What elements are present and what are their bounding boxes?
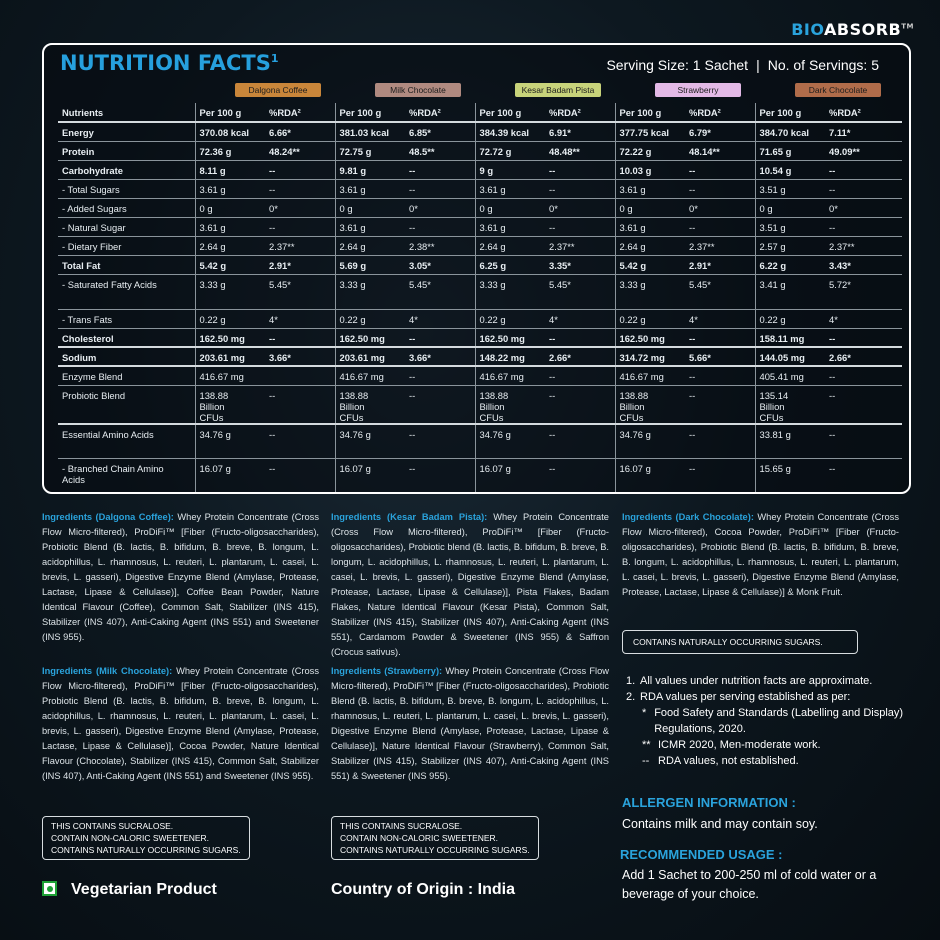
nutrient-label: Sodium	[58, 347, 195, 366]
brand-logo: BIOABSORB™	[791, 20, 914, 39]
value-per-100g: 34.76 g	[475, 424, 545, 459]
value-rda: --	[825, 328, 902, 347]
value-rda: --	[685, 385, 755, 424]
value-rda: --	[265, 424, 335, 459]
value-per-100g: 0 g	[195, 198, 265, 217]
header-rda: %RDA²	[545, 103, 615, 122]
value-per-100g: 3.33 g	[475, 274, 545, 309]
veg-mark-icon	[42, 881, 57, 896]
table-row	[58, 217, 902, 236]
value-per-100g: 6.25 g	[475, 255, 545, 274]
serving-info: Serving Size: 1 Sachet | No. of Servings: 5	[606, 57, 879, 73]
value-rda: --	[545, 160, 615, 179]
value-per-100g: 416.67 mg	[475, 366, 545, 385]
nutrition-facts-title: NUTRITION FACTS$^1$	[60, 51, 279, 75]
value-rda: --	[825, 160, 902, 179]
flavor-labels	[44, 83, 909, 99]
value-per-100g: 3.33 g	[335, 274, 405, 309]
value-per-100g: 0.22 g	[475, 309, 545, 328]
table-row	[58, 179, 902, 198]
value-rda: 3.66*	[405, 347, 475, 366]
value-per-100g: 3.61 g	[335, 179, 405, 198]
value-rda: 2.91*	[265, 255, 335, 274]
table-row	[58, 160, 902, 179]
value-rda: --	[545, 217, 615, 236]
nutrient-label: - Branched Chain Amino Acids	[62, 463, 164, 485]
value-rda: --	[405, 328, 475, 347]
value-per-100g: 16.07 g	[475, 459, 545, 494]
value-per-100g: 135.14 Billion CFUs	[755, 385, 825, 424]
value-per-100g: 72.36 g	[195, 141, 265, 160]
value-rda: 6.85*	[405, 122, 475, 141]
value-per-100g: 138.88 Billion CFUs	[335, 385, 405, 424]
value-per-100g: 0.22 g	[755, 309, 825, 328]
value-rda: --	[545, 366, 615, 385]
value-per-100g: 71.65 g	[755, 141, 825, 160]
nutrition-table	[58, 103, 902, 494]
flavor-label-strawberry: Strawberry	[655, 83, 741, 97]
nutrient-label: Essential Amino Acids	[58, 424, 195, 459]
value-rda: 5.72*	[825, 274, 902, 309]
value-rda: 6.91*	[545, 122, 615, 141]
table-row	[58, 459, 902, 494]
nutrition-panel	[42, 43, 911, 494]
ingredients-milk-chocolate: Ingredients (Milk Chocolate): Whey Protein Concentrate (Cross Flow Micro-filtered), ProDiFi™ [Fiber (Fructo-oligosaccharides), Probiotic Blend (B. lactis, B. bifidum, B. breve, B. longum, L. acidophillus, L. rhamnosus, L. reuteri, L. plantarum, L. casei, L. brevis, L. gasseri), Digestive Enzyme Blend (Amylase, Protease, Lactase, Lipase & Cellulase)], Cocoa Powder, Nature Identical Flavour (Chocolate), Stabilizer (INS 415), Common Salt, Stabilizer (INS 407), Anti-Caking Agent (INS 551) and Sweetener (INS 955).	[42, 666, 319, 781]
value-per-100g: 3.61 g	[195, 217, 265, 236]
value-per-100g: 72.75 g	[335, 141, 405, 160]
nutrient-label: - Natural Sugar	[58, 217, 195, 236]
value-per-100g: 3.61 g	[615, 179, 685, 198]
value-rda: --	[685, 328, 755, 347]
value-per-100g: 148.22 mg	[475, 347, 545, 366]
value-rda: 4*	[545, 309, 615, 328]
value-rda: --	[269, 463, 276, 474]
table-row	[58, 198, 902, 217]
value-rda: 2.37**	[545, 236, 615, 255]
table-row	[58, 255, 902, 274]
value-per-100g: 0.22 g	[195, 309, 265, 328]
nutrient-label: Energy	[58, 122, 195, 141]
value-per-100g: 162.50 mg	[195, 328, 265, 347]
value-per-100g: 384.70 kcal	[755, 122, 825, 141]
value-rda: 5.66*	[685, 347, 755, 366]
nutrient-label: - Saturated Fatty Acids	[58, 274, 195, 309]
value-per-100g: 3.51 g	[755, 217, 825, 236]
value-rda: --	[685, 160, 755, 179]
value-rda: 4*	[825, 309, 902, 328]
value-per-100g: 162.50 mg	[335, 328, 405, 347]
value-rda: --	[405, 160, 475, 179]
flavor-label-dark-chocolate: Dark Chocolate	[795, 83, 881, 97]
value-rda: 2.38**	[405, 236, 475, 255]
value-rda: 0*	[545, 198, 615, 217]
value-rda: --	[825, 179, 902, 198]
ingredients-kesar-badam-pista: Ingredients (Kesar Badam Pista): Whey Protein Concentrate (Cross Flow Micro-filtered), ProDiFi™ [Fiber (Fructo-oligosaccharides), Probiotic blend (B. lactis, B. bifidum, B. breve, B. longum, L. acidophillus, L. rhamnosus, L. reuteri, L. plantarum, L. casei, L. brevis, L. gasseri), Digestive Enzyme Blend (Amylase, Protease, Lactase, Lipase & Cellulase)], Pista Flakes, Badam Flakes, Nature Identical Flavour (Kesar Pista), Common Salt, Stabilizer (INS 415), Stabilizer (INS 407), Anti-Caking Agent (INS 551), Cardamom Powder & Sweetener (INS 955) & Saffron (Crocus sativus).	[331, 512, 609, 657]
value-rda: 5.45*	[405, 274, 475, 309]
value-per-100g: 2.64 g	[335, 236, 405, 255]
nutrient-label: Probiotic Blend	[58, 385, 195, 424]
value-rda: 2.66*	[825, 347, 902, 366]
value-rda: 3.35*	[545, 255, 615, 274]
value-per-100g: 162.50 mg	[615, 328, 685, 347]
value-per-100g: 0 g	[335, 198, 405, 217]
value-per-100g: 5.42 g	[195, 255, 265, 274]
value-per-100g: 34.76 g	[335, 424, 405, 459]
header-rda: %RDA²	[685, 103, 755, 122]
value-rda: --	[685, 366, 755, 385]
table-header-row	[58, 103, 902, 122]
table-row	[58, 236, 902, 255]
nutrient-label: - Total Sugars	[58, 179, 195, 198]
value-rda: 3.43*	[825, 255, 902, 274]
value-per-100g: 314.72 mg	[615, 347, 685, 366]
value-per-100g: 0.22 g	[335, 309, 405, 328]
value-per-100g: 158.11 mg	[755, 328, 825, 347]
table-row	[58, 424, 902, 459]
value-per-100g: 8.11 g	[195, 160, 265, 179]
value-per-100g: 2.64 g	[615, 236, 685, 255]
value-rda: --	[405, 217, 475, 236]
nutrient-label: - Dietary Fiber	[58, 236, 195, 255]
country-of-origin: Country of Origin : India	[331, 881, 515, 898]
value-per-100g: 138.88 Billion CFUs	[475, 385, 545, 424]
value-rda	[265, 366, 335, 385]
value-rda: --	[265, 217, 335, 236]
header-rda: %RDA²	[405, 103, 475, 122]
value-rda: --	[545, 424, 615, 459]
header-rda: %RDA²	[825, 103, 902, 122]
allergen-text: Contains milk and may contain soy.	[622, 817, 818, 831]
value-per-100g: 33.81 g	[755, 424, 825, 459]
value-rda: 6.79*	[685, 122, 755, 141]
value-per-100g: 3.61 g	[475, 179, 545, 198]
header-per-100g: Per 100 g	[755, 103, 825, 122]
header-per-100g: Per 100 g	[475, 103, 545, 122]
header-rda: %RDA²	[265, 103, 335, 122]
value-per-100g: 0 g	[475, 198, 545, 217]
value-rda: 2.37**	[825, 236, 902, 255]
footnotes: 1. All values under nutrition facts are approximate. 2. RDA values per serving established as per: * Food Safety and Standards (Labelling and Display) Regulations, 2020. ** ICMR 2020, Men-moderate work. -- RDA values, not established.	[626, 675, 904, 767]
value-per-100g: 416.67 mg	[615, 366, 685, 385]
table-row	[58, 385, 902, 424]
value-rda: 0*	[405, 198, 475, 217]
value-rda: --	[405, 366, 475, 385]
flavor-label-dalgona-coffee: Dalgona Coffee	[235, 83, 321, 97]
value-per-100g: 72.72 g	[475, 141, 545, 160]
table-row	[58, 141, 902, 160]
usage-text: Add 1 Sachet to 200-250 ml of cold water or a beverage of your choice.	[622, 868, 877, 901]
value-rda: --	[265, 160, 335, 179]
value-rda: --	[689, 463, 696, 474]
value-rda: --	[825, 424, 902, 459]
value-rda: 6.66*	[265, 122, 335, 141]
table-row	[58, 309, 902, 328]
value-per-100g: 416.67 mg	[335, 366, 405, 385]
nutrient-label: Cholesterol	[58, 328, 195, 347]
value-per-100g: 370.08 kcal	[195, 122, 265, 141]
value-rda: --	[825, 385, 902, 424]
nutrient-label: Protein	[58, 141, 195, 160]
table-row	[58, 366, 902, 385]
value-rda: 2.66*	[545, 347, 615, 366]
value-per-100g: 9.81 g	[335, 160, 405, 179]
header-nutrients: Nutrients	[58, 103, 195, 122]
header-per-100g: Per 100 g	[195, 103, 265, 122]
value-rda: 2.37**	[685, 236, 755, 255]
value-rda: 0*	[825, 198, 902, 217]
table-row	[58, 328, 902, 347]
value-per-100g: 416.67 mg	[195, 366, 265, 385]
value-rda: 5.45*	[685, 274, 755, 309]
value-per-100g: 3.61 g	[475, 217, 545, 236]
header-per-100g: Per 100 g	[615, 103, 685, 122]
value-rda: 48.14**	[685, 141, 755, 160]
value-rda: --	[685, 179, 755, 198]
natural-sugars-box: CONTAINS NATURALLY OCCURRING SUGARS.	[622, 630, 858, 654]
value-per-100g: 3.61 g	[335, 217, 405, 236]
value-rda: --	[265, 179, 335, 198]
value-rda: --	[265, 328, 335, 347]
flavor-label-kesar-badam-pista: Kesar Badam Pista	[515, 83, 601, 97]
ingredients-dark-chocolate: Ingredients (Dark Chocolate): Whey Protein Concentrate (Cross Flow Micro-filtered), Cocoa Powder, ProDiFi™ [Fiber (Fructo-oligosaccharides), Probiotic Blend (B. lactis, B. bifidum, B. breve, B. longum, L. acidophillus, L. rhamnosus, L. reuteri, L. plantarum, L. casei, L. brevis, L. gasseri), Digestive Enzyme Blend (Amylase, Protease, Lactase, Lipase & Cellulase)] & Monk Fruit.	[622, 512, 899, 597]
value-rda: 4*	[405, 309, 475, 328]
value-per-100g: 2.57 g	[755, 236, 825, 255]
usage-heading: RECOMMENDED USAGE :	[620, 847, 783, 862]
value-per-100g: 162.50 mg	[475, 328, 545, 347]
value-rda: --	[825, 217, 902, 236]
ingredients-dalgona-coffee: Ingredients (Dalgona Coffee): Whey Protein Concentrate (Cross Flow Micro-filtered), ProDiFi™ [Fiber (Fructo-oligosaccharides), Probiotic Blend (B. lactis, B. bifidum, B. breve, B. longum, L. acidophillus, L. rhamnosus, L. reuteri, L. plantarum, L. casei, L. brevis, L. gasseri), Digestive Enzyme Blend (Amylase, Protease, Lactase, Lipase & Cellulase)], Coffee Bean Powder, Nature Identical Flavour (Coffee), Common Salt, Stabilizer (INS 415), Stabilizer (INS 407), Anti-Caking Agent (INS 551) and Sweetener (INS 955).	[42, 512, 319, 642]
value-rda: --	[409, 463, 416, 474]
value-per-100g: 0 g	[755, 198, 825, 217]
value-rda: 3.66*	[265, 347, 335, 366]
warning-box-left: THIS CONTAINS SUCRALOSE. CONTAIN NON-CALORIC SWEETENER. CONTAINS NATURALLY OCCURRING SUGARS.	[42, 816, 250, 860]
value-rda: --	[549, 463, 556, 474]
ingredients-strawberry: Ingredients (Strawberry): Whey Protein Concentrate (Cross Flow Micro-filtered), ProDiFi™ [Fiber (Fructo-oligosaccharides), Probiotic Blend (B. lactis, B. bifidum, B. breve, B. longum, L. acidophillus, L. rhamnosus, L. reuteri, L. plantarum, L. casei, L. brevis, L. gasseri), Digestive Enzyme Blend (Amylase, Protease, Lactase, Lipase & Cellulase)], Nature Identical Flavour (Strawberry), Common Salt, Stabilizer (INS 415), Stabilizer (INS 407), Anti-Caking Agent (INS 551) & Sweetener (INS 955).	[331, 666, 610, 781]
value-per-100g: 384.39 kcal	[475, 122, 545, 141]
value-per-100g: 3.61 g	[615, 217, 685, 236]
value-per-100g: 5.69 g	[335, 255, 405, 274]
warning-box-middle: THIS CONTAINS SUCRALOSE. CONTAIN NON-CALORIC SWEETENER. CONTAINS NATURALLY OCCURRING SUGARS.	[331, 816, 539, 860]
value-per-100g: 10.54 g	[755, 160, 825, 179]
value-rda: --	[405, 179, 475, 198]
value-per-100g: 377.75 kcal	[615, 122, 685, 141]
value-rda: --	[405, 385, 475, 424]
value-per-100g: 16.07 g	[615, 459, 685, 494]
value-per-100g: 138.88 Billion CFUs	[615, 385, 685, 424]
value-per-100g: 405.41 mg	[755, 366, 825, 385]
value-per-100g: 16.07 g	[335, 459, 405, 494]
value-per-100g: 3.61 g	[195, 179, 265, 198]
value-per-100g: 0.22 g	[615, 309, 685, 328]
value-rda: 5.45*	[545, 274, 615, 309]
value-per-100g: 10.03 g	[615, 160, 685, 179]
value-per-100g: 3.41 g	[755, 274, 825, 309]
value-rda: --	[545, 179, 615, 198]
value-rda: 48.24**	[265, 141, 335, 160]
value-per-100g: 16.07 g	[195, 459, 265, 494]
value-per-100g: 3.33 g	[195, 274, 265, 309]
value-per-100g: 203.61 mg	[195, 347, 265, 366]
value-rda: 49.09**	[825, 141, 902, 160]
nutrient-label: Total Fat	[58, 255, 195, 274]
table-row	[58, 274, 902, 309]
value-rda: 5.45*	[265, 274, 335, 309]
value-per-100g: 9 g	[475, 160, 545, 179]
value-rda: --	[405, 424, 475, 459]
value-per-100g: 203.61 mg	[335, 347, 405, 366]
value-rda: --	[825, 366, 902, 385]
value-per-100g: 138.88 Billion CFUs	[195, 385, 265, 424]
value-rda: --	[685, 217, 755, 236]
value-rda: 4*	[265, 309, 335, 328]
value-rda: 2.91*	[685, 255, 755, 274]
value-per-100g: 5.42 g	[615, 255, 685, 274]
vegetarian-label: Vegetarian Product	[42, 881, 217, 899]
value-rda: --	[265, 385, 335, 424]
value-per-100g: 72.22 g	[615, 141, 685, 160]
nutrient-label: Carbohydrate	[58, 160, 195, 179]
value-rda: 48.48**	[545, 141, 615, 160]
nutrient-label: Enzyme Blend	[58, 366, 195, 385]
value-rda: 7.11*	[825, 122, 902, 141]
value-per-100g: 34.76 g	[615, 424, 685, 459]
value-per-100g: 3.33 g	[615, 274, 685, 309]
value-per-100g: 0 g	[615, 198, 685, 217]
value-rda: --	[545, 328, 615, 347]
value-rda: 48.5**	[405, 141, 475, 160]
value-per-100g: 3.51 g	[755, 179, 825, 198]
value-per-100g: 15.65 g	[755, 459, 825, 494]
header-per-100g: Per 100 g	[335, 103, 405, 122]
value-rda: 4*	[685, 309, 755, 328]
allergen-heading: ALLERGEN INFORMATION :	[622, 795, 796, 810]
value-rda: 0*	[685, 198, 755, 217]
flavor-label-milk-chocolate: Milk Chocolate	[375, 83, 461, 97]
value-per-100g: 2.64 g	[475, 236, 545, 255]
table-row	[58, 347, 902, 366]
table-row	[58, 122, 902, 141]
value-per-100g: 6.22 g	[755, 255, 825, 274]
value-rda: --	[829, 463, 836, 474]
nutrient-label: - Trans Fats	[58, 309, 195, 328]
value-per-100g: 144.05 mg	[755, 347, 825, 366]
value-per-100g: 381.03 kcal	[335, 122, 405, 141]
value-rda: --	[545, 385, 615, 424]
value-rda: --	[685, 424, 755, 459]
nutrient-label: - Added Sugars	[58, 198, 195, 217]
value-per-100g: 2.64 g	[195, 236, 265, 255]
value-rda: 2.37**	[265, 236, 335, 255]
value-rda: 0*	[265, 198, 335, 217]
value-rda: 3.05*	[405, 255, 475, 274]
value-per-100g: 34.76 g	[195, 424, 265, 459]
